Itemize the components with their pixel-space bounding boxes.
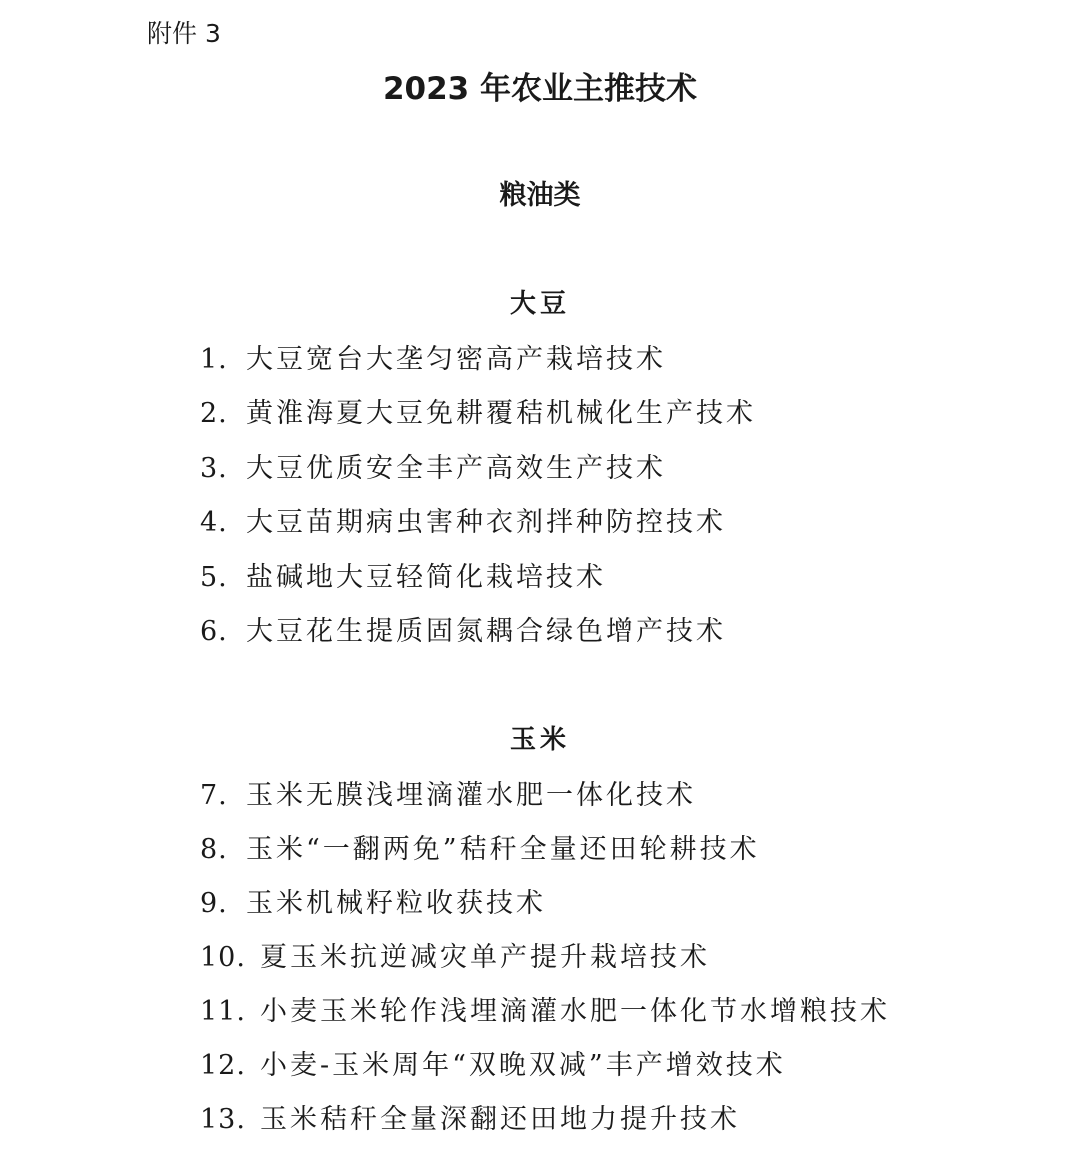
list-item xyxy=(200,884,546,924)
item-number: 4. xyxy=(200,507,228,538)
item-number: 1. xyxy=(200,344,228,375)
list-item xyxy=(200,503,726,543)
item-text: 玉米无膜浅埋滴灌水肥一体化技术 xyxy=(246,780,696,811)
list-item xyxy=(200,449,666,489)
list-item xyxy=(200,1100,740,1140)
item-text: 大豆宽台大垄匀密高产栽培技术 xyxy=(246,344,666,375)
list-item xyxy=(200,340,666,380)
item-number: 11. xyxy=(200,996,246,1027)
list-item xyxy=(200,612,726,652)
item-text: 大豆优质安全丰产高效生产技术 xyxy=(246,453,666,484)
item-number: 13. xyxy=(200,1104,246,1135)
item-number: 7. xyxy=(200,780,228,811)
item-text: 小麦-玉米周年“双晚双减”丰产增效技术 xyxy=(260,1050,786,1081)
item-text: 小麦玉米轮作浅埋滴灌水肥一体化节水增粮技术 xyxy=(260,996,890,1027)
item-text: 夏玉米抗逆减灾单产提升栽培技术 xyxy=(260,942,710,973)
item-number: 3. xyxy=(200,453,228,484)
item-text: 大豆花生提质固氮耦合绿色增产技术 xyxy=(246,616,726,647)
item-number: 9. xyxy=(200,888,228,919)
item-number: 2. xyxy=(200,398,228,429)
item-number: 6. xyxy=(200,616,228,647)
list-item xyxy=(200,1046,786,1086)
item-text: 玉米机械籽粒收获技术 xyxy=(246,888,546,919)
section-heading-corn: 玉米 xyxy=(509,725,570,755)
item-number: 12. xyxy=(200,1050,246,1081)
document-title: 2023 年农业主推技术 xyxy=(382,71,698,107)
list-item xyxy=(200,394,756,434)
list-item xyxy=(200,938,710,978)
category-heading: 粮油类 xyxy=(499,180,581,211)
list-item xyxy=(200,776,696,816)
list-item xyxy=(200,558,606,598)
item-text: 玉米“一翻两免”秸秆全量还田轮耕技术 xyxy=(246,834,760,865)
item-text: 盐碱地大豆轻简化栽培技术 xyxy=(246,562,606,593)
item-number: 8. xyxy=(200,834,228,865)
list-item xyxy=(200,992,890,1032)
list-item xyxy=(200,830,760,870)
item-text: 大豆苗期病虫害种衣剂拌种防控技术 xyxy=(246,507,726,538)
section-heading-soybean: 大豆 xyxy=(509,289,570,319)
attachment-label: 附件 3 xyxy=(147,19,221,48)
item-number: 5. xyxy=(200,562,228,593)
item-text: 黄淮海夏大豆免耕覆秸机械化生产技术 xyxy=(246,398,756,429)
item-text: 玉米秸秆全量深翻还田地力提升技术 xyxy=(260,1104,740,1135)
item-number: 10. xyxy=(200,942,246,973)
